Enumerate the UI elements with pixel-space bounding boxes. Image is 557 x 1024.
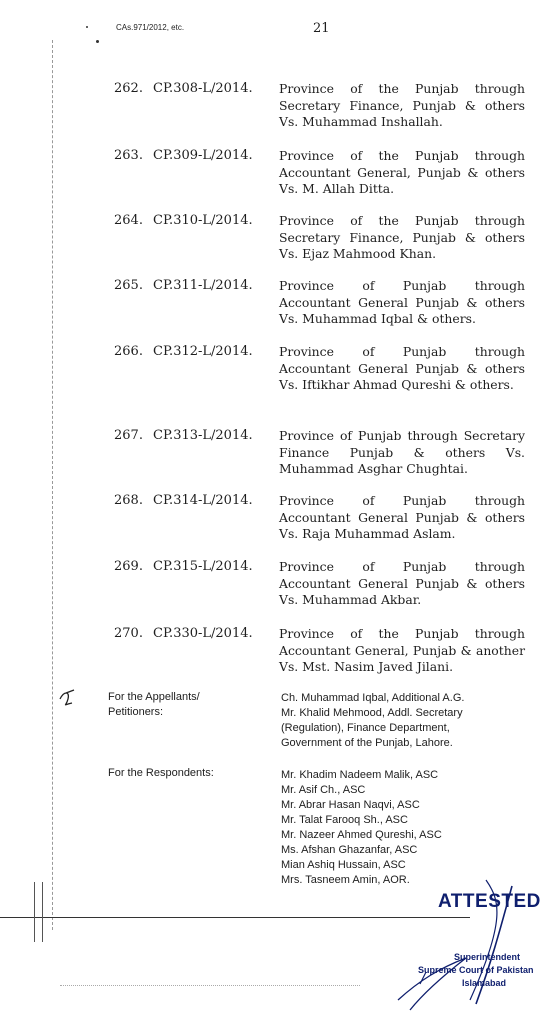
- petition-number: CP.308-L/2014.: [153, 81, 253, 96]
- case-number: 263.: [114, 148, 143, 163]
- petition-number: CP.311-L/2014.: [153, 278, 253, 293]
- petition-number: CP.310-L/2014.: [153, 213, 253, 228]
- counsel-line: Ch. Muhammad Iqbal, Additional A.G.: [281, 692, 465, 704]
- petition-number: CP.309-L/2014.: [153, 148, 253, 163]
- petition-number: CP.314-L/2014.: [153, 493, 253, 508]
- case-number: 267.: [114, 428, 143, 443]
- case-number: 265.: [114, 278, 143, 293]
- appellants-label-line: Petitioners:: [108, 706, 164, 718]
- case-number: 262.: [114, 81, 143, 96]
- counsel-line: (Regulation), Finance Department,: [281, 722, 450, 734]
- counsel-line: Mr. Talat Farooq Sh., ASC: [281, 814, 408, 826]
- respondents-label: For the Respondents:: [108, 767, 214, 779]
- counsel-line: Mian Ashiq Hussain, ASC: [281, 859, 406, 871]
- petition-number: CP.312-L/2014.: [153, 344, 253, 359]
- counsel-line: Mr. Abrar Hasan Naqvi, ASC: [281, 799, 420, 811]
- case-number: 264.: [114, 213, 143, 228]
- stamp-court: Supreme Court of Pakistan: [418, 965, 534, 975]
- case-parties: Province of the Punjab through Secretary Finance, Punjab & others Vs. Muhammad Inshallah.: [279, 81, 525, 129]
- petition-number: CP.330-L/2014.: [153, 626, 253, 641]
- counsel-line: Government of the Punjab, Lahore.: [281, 737, 453, 749]
- counsel-line: Ms. Afshan Ghazanfar, ASC: [281, 844, 418, 856]
- case-number: 270.: [114, 626, 143, 641]
- counsel-line: Mrs. Tasneem Amin, AOR.: [281, 874, 410, 886]
- case-parties: Province of the Punjab through Accountant General, Punjab & others Vs. M. Allah Ditta.: [279, 148, 525, 196]
- counsel-line: Mr. Asif Ch., ASC: [281, 784, 366, 796]
- stamp-city: Islamabad: [462, 978, 507, 988]
- page-number: 21: [313, 21, 330, 36]
- case-number: 268.: [114, 493, 143, 508]
- case-parties: Province of Punjab through Accountant General Punjab & others Vs. Muhammad Iqbal & others.: [279, 278, 525, 326]
- appellants-label-line: For the Appellants/: [108, 691, 200, 703]
- case-parties: Province of Punjab through Accountant General Punjab & others Vs. Muhammad Akbar.: [279, 559, 525, 607]
- attested-text: ATTESTED: [438, 891, 541, 912]
- stamp-designation: Superintendent: [454, 952, 521, 962]
- counsel-line: Mr. Nazeer Ahmed Qureshi, ASC: [281, 829, 442, 841]
- counsel-line: Mr. Khadim Nadeem Malik, ASC: [281, 769, 439, 781]
- petition-number: CP.315-L/2014.: [153, 559, 253, 574]
- counsel-line: Mr. Khalid Mehmood, Addl. Secretary: [281, 707, 463, 719]
- case-parties: Province of the Punjab through Accountant General, Punjab & another Vs. Mst. Nasim Javed Jilani.: [279, 626, 525, 674]
- case-parties: Province of Punjab through Secretary Finance Punjab & others Vs. Muhammad Asghar Chughtai.: [279, 428, 525, 476]
- case-reference: CAs.971/2012, etc.: [116, 23, 185, 32]
- case-parties: Province of Punjab through Accountant General Punjab & others Vs. Iftikhar Ahmad Qureshi & others.: [279, 344, 525, 392]
- petition-number: CP.313-L/2014.: [153, 428, 253, 443]
- case-parties: Province of Punjab through Accountant General Punjab & others Vs. Raja Muhammad Aslam.: [279, 493, 525, 541]
- case-number: 269.: [114, 559, 143, 574]
- case-number: 266.: [114, 344, 143, 359]
- case-parties: Province of the Punjab through Secretary Finance, Punjab & others Vs. Ejaz Mahmood Khan.: [279, 213, 525, 261]
